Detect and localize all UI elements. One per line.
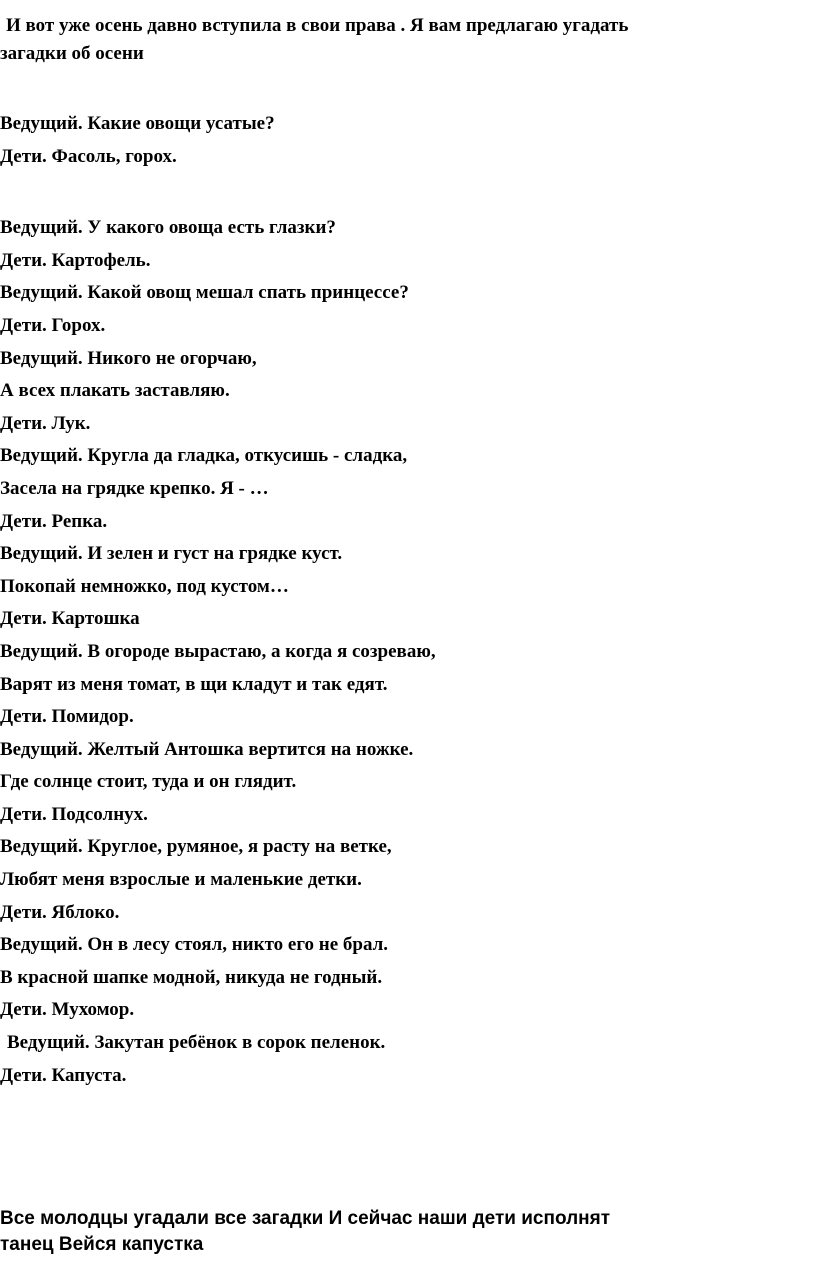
dialogue-line: Ведущий. Закутан ребёнок в сорок пеленок. <box>7 1032 386 1054</box>
dialogue-line: Ведущий. Кругла да гладка, откусишь - сладка, <box>0 445 408 467</box>
dialogue-line: Ведущий. Он в лесу стоял, никто его не брал. <box>0 934 389 956</box>
dialogue-line: Дети. Фасоль, горох. <box>0 145 177 167</box>
dialogue-line: Дети. Подсолнух. <box>0 803 148 825</box>
dialogue-line: Ведущий. У какого овоща есть глазки? <box>0 217 336 239</box>
closing-line-2: танец Вейся капустка <box>0 1234 204 1255</box>
dialogue-line: Ведущий. Какой овощ мешал спать принцессе? <box>0 282 409 304</box>
dialogue-line: Дети. Мухомор. <box>0 999 135 1021</box>
riddle-dialogue <box>0 110 816 1094</box>
dialogue-line: Ведущий. Какие овощи усатые? <box>0 113 275 134</box>
dialogue-line: Дети. Яблоко. <box>0 901 120 923</box>
closing-paragraph <box>0 1206 816 1258</box>
dialogue-line: А всех плакать заставляю. <box>0 380 230 402</box>
dialogue-line: Дети. Капуста. <box>0 1064 127 1086</box>
dialogue-line: Любят меня взрослые и маленькие детки. <box>0 869 362 891</box>
dialogue-line: Дети. Лук. <box>0 412 91 434</box>
dialogue-line: Ведущий. И зелен и густ на грядке куст. <box>0 543 343 565</box>
dialogue-line: Ведущий. Никого не огорчаю, <box>0 347 257 369</box>
dialogue-line: Варят из меня томат, в щи кладут и так едят. <box>0 673 388 695</box>
dialogue-line: Дети. Помидор. <box>0 706 134 728</box>
intro-paragraph <box>0 12 816 68</box>
dialogue-line: Дети. Горох. <box>0 314 106 336</box>
dialogue-line: Ведущий. Желтый Антошка вертится на ножке. <box>0 738 414 760</box>
dialogue-line: Дети. Картофель. <box>0 249 151 271</box>
dialogue-line: Засела на грядке крепко. Я - … <box>0 477 269 499</box>
dialogue-line: Где солнце стоит, туда и он глядит. <box>0 771 297 793</box>
closing-line-1: Все молодцы угадали все загадки И сейчас наши дети исполнят <box>0 1208 611 1229</box>
intro-line-2: загадки об осени <box>0 43 144 64</box>
dialogue-line: Дети. Картошка <box>0 608 140 630</box>
dialogue-line: Ведущий. Круглое, румяное, я расту на ветке, <box>0 836 392 858</box>
dialogue-line: Ведущий. В огороде вырастаю, а когда я созреваю, <box>0 640 436 662</box>
dialogue-line: В красной шапке модной, никуда не годный. <box>0 966 383 988</box>
dialogue-line: Дети. Репка. <box>0 510 108 532</box>
dialogue-line: Покопай немножко, под кустом… <box>0 575 289 597</box>
intro-line-1: И вот уже осень давно вступила в свои права . Я вам предлагаю угадать <box>6 15 629 36</box>
